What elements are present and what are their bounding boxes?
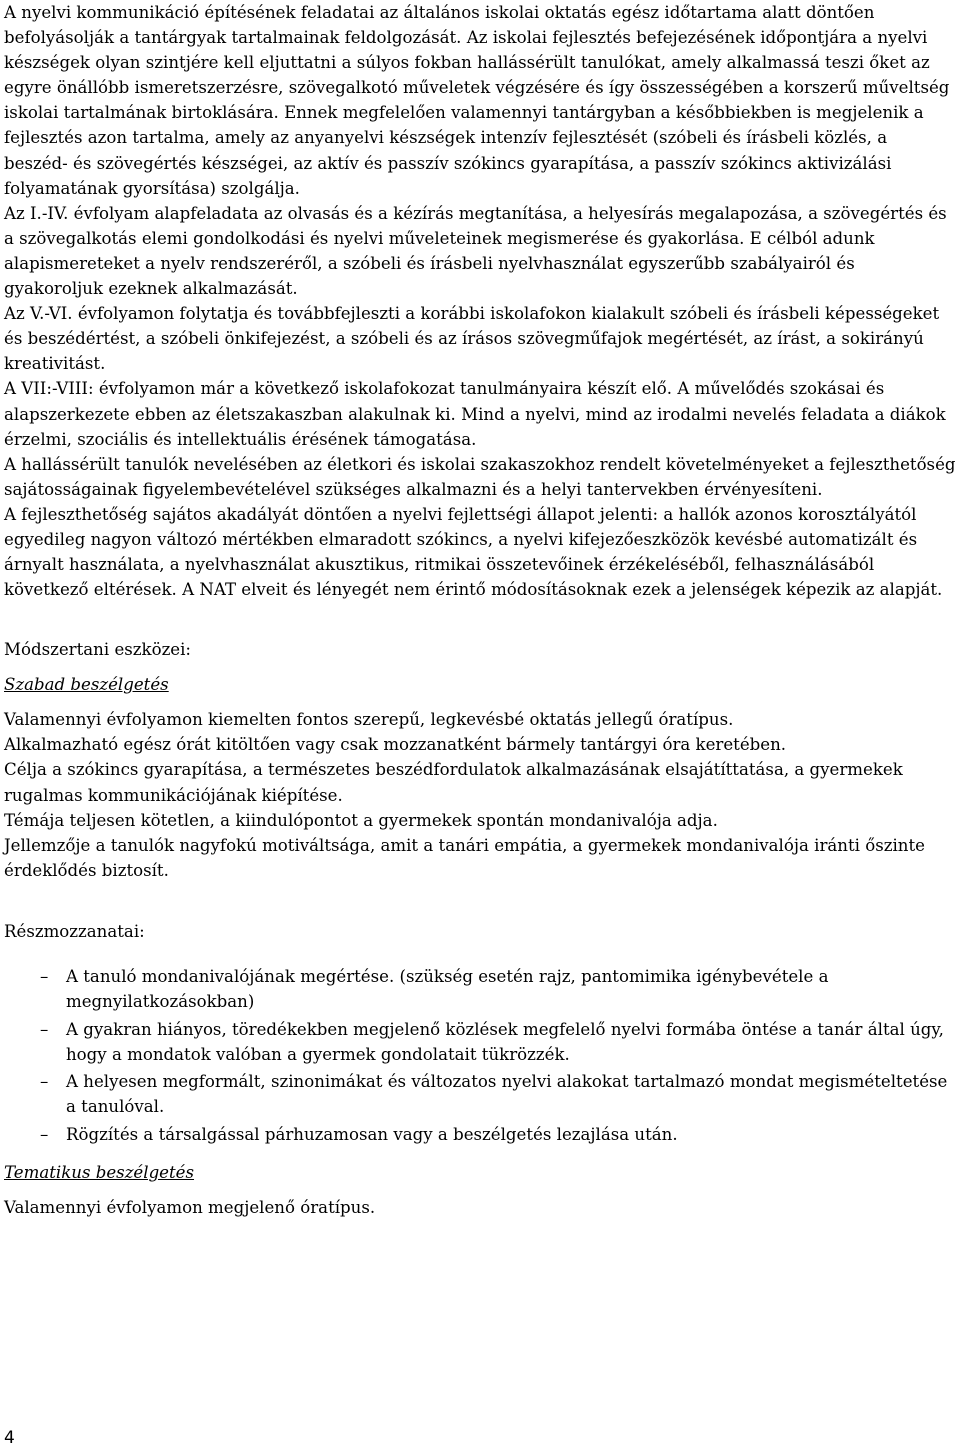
list-item [4,1017,956,1067]
methods-heading: Módszertani eszközei: [4,640,192,660]
list-item [4,1122,956,1147]
paragraph: Jellemzője a tanulók nagyfokú motiváltsága, amit a tanári empátia, a gyermekek mondanivalója iránti őszinte érdeklődés biztosít. [4,835,925,880]
paragraph: A VII:-VIII: évfolyamon már a következő iskolafokozat tanulmányaira készít elő. A művelődés szokásai és alapszerkezete ebben az életszakaszban alakulnak ki. Mind a nyelvi, mind az irodalmi nevelés feladata a diákok érzelmi, szociális és intellektuális érésének támogatása. [4,379,946,449]
paragraph: A nyelvi kommunikáció építésének feladatai az általános iskolai oktatás egész időtartama alatt döntően befolyásolják a tantárgyak tartalmainak feldolgozását. Az iskolai fejlesztés befejezésének időpontjára a nyelvi készségek olyan szintjére kell eljuttatni a súlyos fokban hallássérült tanulókat, amely alkalmassá teszi őket az egyre önállóbb ismeretszerzésre, szövegalkotó műveletek végzésére és így összességében a korszerű műveltség iskolai tartalmának birtoklására. Ennek megfelelően valamennyi tantárgyban a későbbiekben is megjelenik a fejlesztés azon tartalma, amely az anyanyelvi készségek intenzív fejlesztését (szóbeli és írásbeli közlés, a beszéd- és szövegértés készségei, az aktív és passzív szókincs gyarapítása, a passzív szókincs aktivizálási folyamatának gyorsítása) szolgálja. [4,3,950,198]
dash-bullet-icon: – [40,1124,49,1144]
list-item [4,964,956,1014]
intro-section [4,0,956,602]
paragraph: Valamennyi évfolyamon kiemelten fontos szerepű, legkevésbé oktatás jellegű óratípus. [4,710,734,730]
list-item-text: Rögzítés a társalgással párhuzamosan vagy a beszélgetés lezajlása után. [66,1124,678,1144]
list-item [4,1069,956,1119]
paragraph: A fejleszthetőség sajátos akadályát döntően a nyelvi fejlettségi állapot jelenti: a hallók azonos korosztályától egyedileg nagyon változó mértékben elmaradott szókincs, a nyelvi kifejezőeszközök kevésbé automatizált és árnyalt használata, a nyelvhasználat akusztikus, ritmikai összetevőinek érzékeléséből, felhasználásából következő eltérések. A NAT elveit és lényegét nem érintő módosításoknak ezek a jelenségek képezik az alapját. [4,504,943,600]
paragraph: Alkalmazható egész órát kitöltően vagy csak mozzanatként bármely tantárgyi óra keretében. [4,735,787,755]
dash-bullet-icon: – [40,1072,49,1092]
paragraph: A hallássérült tanulók nevelésében az életkori és iskolai szakaszokhoz rendelt követelményeket a fejleszthetőség sajátosságainak figyelembevételével szükséges alkalmazni és a helyi tantervekben érvényesíteni. [4,454,956,499]
list-item-text: A helyesen megformált, szinonimákat és változatos nyelvi alakokat tartalmazó mondat megismételtetése a tanulóval. [66,1072,948,1117]
thematic-talk-heading: Tematikus beszélgetés [4,1162,195,1182]
list-item-text: A gyakran hiányos, töredékekben megjelenő közlések megfelelő nyelvi formába öntése a tanár által úgy, hogy a mondatok valóban a gyermek gondolatait tükrözzék. [66,1019,944,1064]
free-talk-heading: Szabad beszélgetés [4,675,169,695]
paragraph: Az I.-IV. évfolyam alapfeladata az olvasás és a kézírás megtanítása, a helyesírás megalapozása, a szövegértés és a szövegalkotás elemi gondolkodási és nyelvi műveleteinek megismerése és gyakorlása. E célból adunk alapismereteket a nyelv rendszeréről, a szóbeli és írásbeli nyelvhasználat egyszerűbb szabályairól és gyakoroljuk ezeknek alkalmazását. [4,203,947,299]
free-talk-section [4,707,956,883]
paragraph: Valamennyi évfolyamon megjelenő óratípus. [4,1197,376,1217]
document-page [4,0,956,1220]
paragraph: Az V.-VI. évfolyamon folytatja és továbbfejleszti a korábbi iskolafokon kialakult szóbeli és írásbeli képességeket és beszédértést, a szóbeli önkifejezést, a szóbeli és az írásos szövegműfajok megértését, az írást, a sokirányú kreativitást. [4,304,940,374]
parts-heading: Részmozzanatai: [4,921,145,941]
dash-bullet-icon: – [40,966,49,986]
paragraph: Célja a szókincs gyarapítása, a természetes beszédfordulatok alkalmazásának elsajátíttatása, a gyermekek rugalmas kommunikációjának kiépítése. [4,760,903,805]
dash-bullet-icon: – [40,1019,49,1039]
page-number: 4 [4,1428,15,1448]
parts-list [4,964,956,1147]
paragraph: Témája teljesen kötetlen, a kiindulópontot a gyermekek spontán mondanivalója adja. [4,810,718,830]
list-item-text: A tanuló mondanivalójának megértése. (szükség esetén rajz, pantomimika igénybevétele a megnyilatkozásokban) [66,966,829,1011]
